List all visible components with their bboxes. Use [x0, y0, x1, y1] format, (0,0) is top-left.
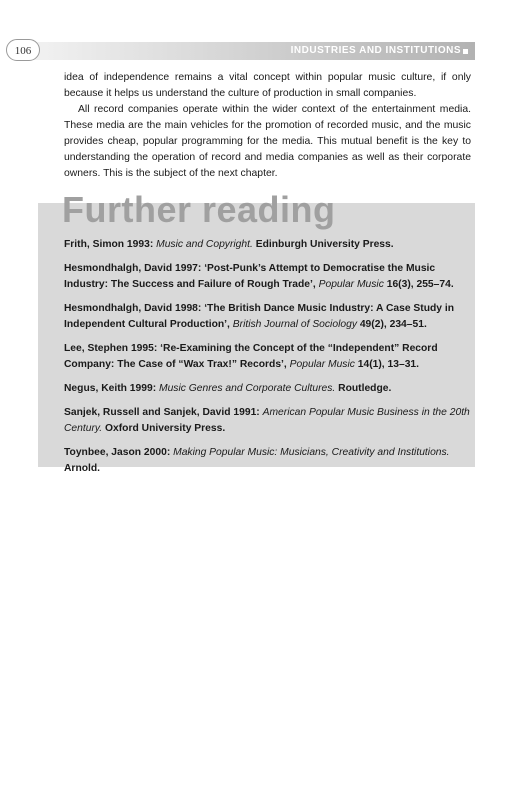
reference-title: British Journal of Sociology: [232, 319, 357, 330]
reference-lead: Sanjek, Russell and Sanjek, David 1991:: [64, 407, 263, 418]
running-head: INDUSTRIES AND INSTITUTIONS: [290, 45, 461, 56]
reference-lead: Negus, Keith 1999:: [64, 383, 159, 394]
reference-item: [64, 445, 470, 477]
reference-tail: 16(3), 255–74.: [383, 279, 454, 290]
header-bullet-icon: [463, 49, 468, 54]
reference-tail: 49(2), 234–51.: [356, 319, 427, 330]
further-reading-title: Further reading: [62, 189, 336, 230]
reference-item: [64, 237, 470, 253]
reference-lead: Frith, Simon 1993:: [64, 239, 157, 250]
reference-title: Making Popular Music: Musicians, Creativity and Institutions.: [173, 447, 450, 458]
reference-item: [64, 405, 470, 437]
reference-list: [64, 237, 470, 485]
reference-tail: Oxford University Press.: [102, 423, 226, 434]
body-paragraph: All record companies operate within the wider context of the entertainment media. These media are the main vehicles for the promotion of recorded music, and the music provides cheap, popular programming for the media. This mutual benefit is the key to understanding the operation of record and media companies as well as their corporate owners. This is the subject of the next chapter.: [64, 104, 471, 179]
reference-lead: Toynbee, Jason 2000:: [64, 447, 174, 458]
reference-tail: Arnold.: [64, 463, 101, 474]
reference-item: [64, 341, 470, 373]
reference-tail: 14(1), 13–31.: [354, 359, 420, 370]
reference-title: American Popular Music Business in the 20th Century.: [64, 407, 470, 434]
reference-item: [64, 301, 470, 333]
reference-tail: Edinburgh University Press.: [252, 239, 394, 250]
reference-lead: Lee, Stephen 1995: ‘Re-Examining the Concept of the “Independent” Record Company: The Case of “Wax Trax!” Records’,: [64, 343, 438, 370]
reference-lead: Hesmondhalgh, David 1998: ‘The British Dance Music Industry: A Case Study in Independent Cultural Production’,: [64, 303, 455, 330]
reference-item: [64, 381, 470, 397]
reference-title: Music and Copyright.: [156, 239, 253, 250]
reference-title: Popular Music: [318, 279, 384, 290]
reference-item: [64, 261, 470, 293]
reference-title: Popular Music: [289, 359, 355, 370]
reference-lead: Hesmondhalgh, David 1997: ‘Post-Punk’s Attempt to Democratise the Music Industry: The Success and Failure of Rough Trade’,: [64, 263, 436, 290]
body-paragraph: idea of independence remains a vital concept within popular music culture, if only because it helps us understand the culture of production in small companies.: [64, 72, 471, 99]
page-number: 106: [6, 39, 40, 61]
body-text: [64, 70, 471, 182]
reference-tail: Routledge.: [335, 383, 392, 394]
reference-title: Music Genres and Corporate Cultures.: [159, 383, 336, 394]
page-header: [0, 38, 531, 64]
